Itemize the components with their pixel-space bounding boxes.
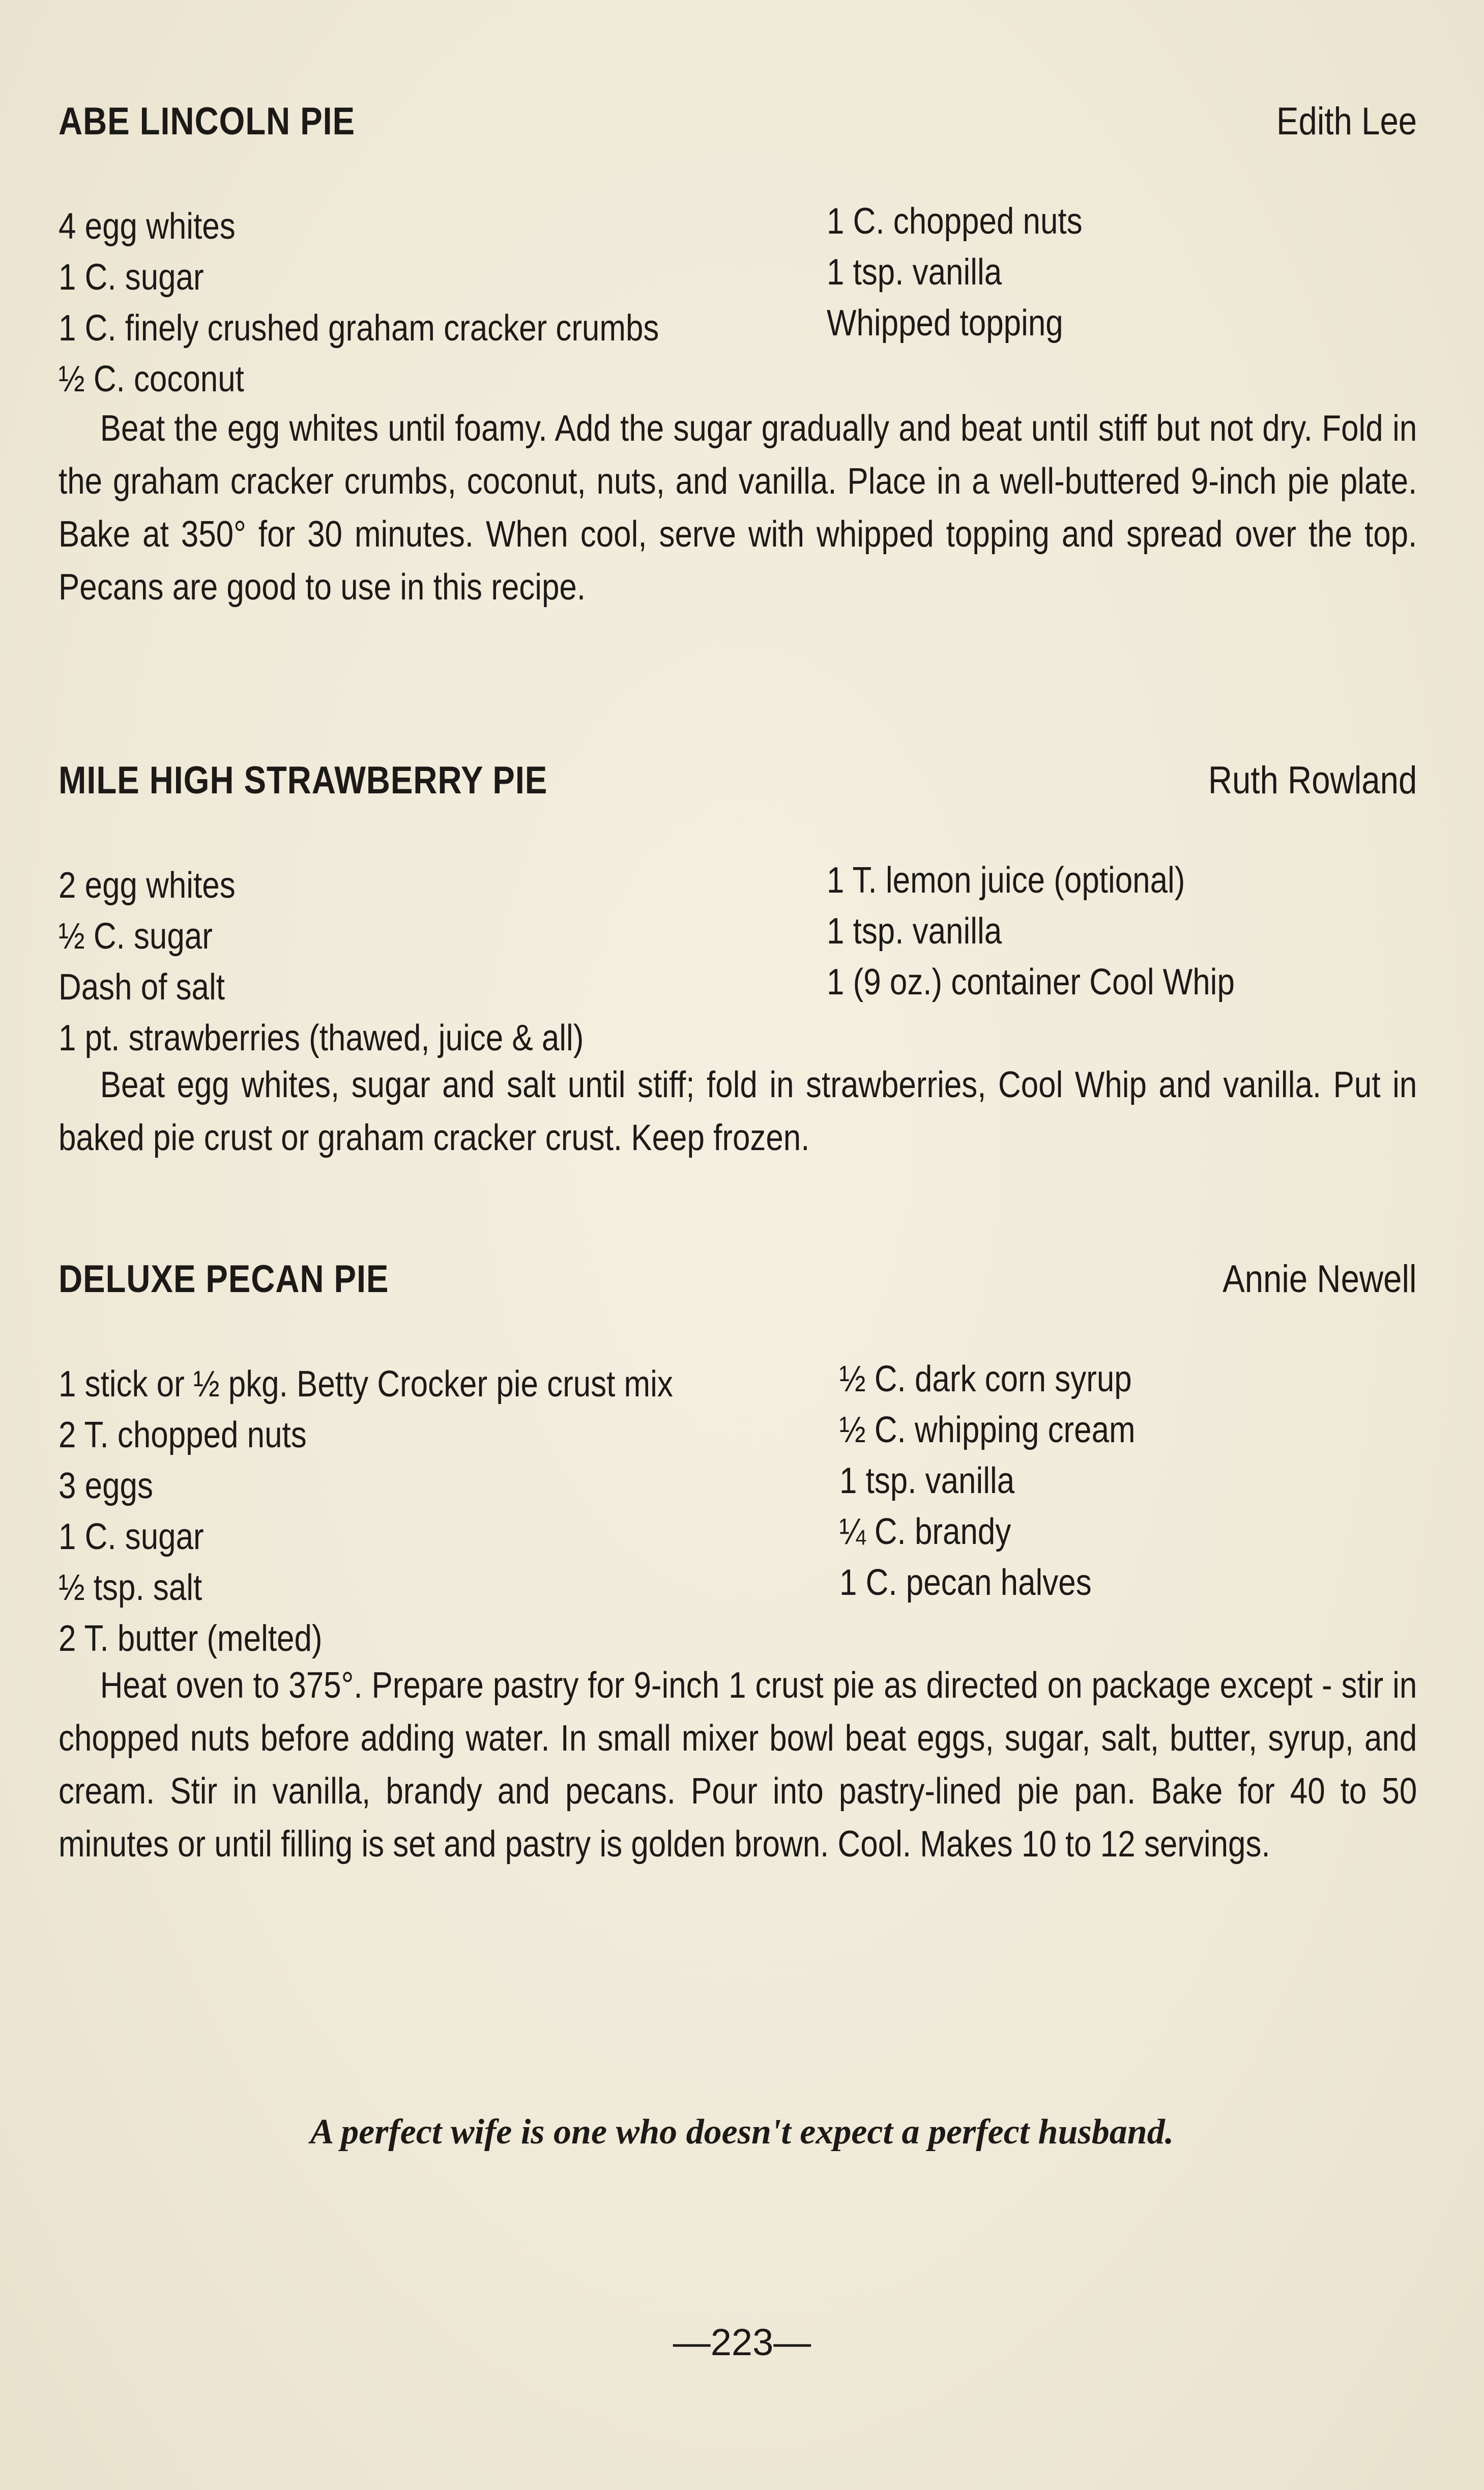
ingredient-item: Dash of salt bbox=[59, 967, 225, 1008]
recipe-deluxe-pecan-pie bbox=[59, 1257, 1417, 1924]
ingredient-item: 1 C. chopped nuts bbox=[827, 201, 1083, 242]
ingredient-item: ½ C. sugar bbox=[59, 916, 213, 957]
ingredient-item: ¼ C. brandy bbox=[839, 1511, 1011, 1552]
ingredient-item: ½ C. dark corn syrup bbox=[839, 1359, 1132, 1399]
ingredient-item: 1 tsp. vanilla bbox=[827, 911, 1002, 952]
ingredient-item: 1 C. finely crushed graham cracker crumbs bbox=[59, 308, 659, 349]
recipe-title: DELUXE PECAN PIE bbox=[59, 1257, 389, 1301]
ingredients-left bbox=[59, 860, 584, 1064]
ingredient-item: 1 C. sugar bbox=[59, 257, 204, 298]
recipe-author: Edith Lee bbox=[1276, 100, 1417, 143]
ingredient-item: 1 tsp. vanilla bbox=[839, 1461, 1015, 1501]
recipe-title: ABE LINCOLN PIE bbox=[59, 100, 356, 143]
ingredient-item: 1 pt. strawberries (thawed, juice & all) bbox=[59, 1018, 584, 1058]
ingredient-item: ½ C. whipping cream bbox=[839, 1410, 1136, 1450]
ingredient-item: 1 C. sugar bbox=[59, 1516, 204, 1557]
ingredient-item: 4 egg whites bbox=[59, 206, 236, 247]
recipe-directions: Heat oven to 375°. Prepare pastry for 9-inch 1 crust pie as directed on package except - stir in chopped nuts before adding water. In small mixer bowl beat eggs, sugar, salt, butter, syrup, and cream. Stir in vanilla, brandy and pecans. Pour into pastry-lined pie pan. Bake for 40 to 50 minutes or until filling is set and pastry is golden brown. Cool. Makes 10 to 12 servings. bbox=[59, 1665, 1417, 1865]
recipe-directions: Beat egg whites, sugar and salt until stiff; fold in strawberries, Cool Whip and vanilla. Put in baked pie crust or graham cracker crust. Keep frozen. bbox=[59, 1065, 1417, 1158]
ingredient-item: 2 T. butter (melted) bbox=[59, 1618, 323, 1659]
ingredient-item: 1 C. pecan halves bbox=[839, 1562, 1092, 1603]
ingredients-left bbox=[59, 201, 659, 405]
ingredient-item: 2 T. chopped nuts bbox=[59, 1415, 307, 1455]
recipe-directions: Beat the egg whites until foamy. Add the sugar gradually and beat until stiff but not dry. Fold in the graham cracker crumbs, coconut, nuts, and vanilla. Place in a well-buttered 9-inch pie plate. Bake at 350° for 30 minutes. When cool, serve with whipped topping and spread over the top. Pecans are good to use in this recipe. bbox=[59, 408, 1417, 608]
ingredient-item: Whipped topping bbox=[827, 303, 1063, 344]
recipe-author: Ruth Rowland bbox=[1208, 759, 1417, 802]
recipe-mile-high-strawberry-pie bbox=[59, 758, 1417, 1165]
ingredient-item: 2 egg whites bbox=[59, 865, 236, 906]
ingredient-item: ½ C. coconut bbox=[59, 359, 244, 399]
ingredient-item: 3 eggs bbox=[59, 1466, 153, 1506]
ingredient-item: ½ tsp. salt bbox=[59, 1567, 202, 1608]
ingredient-item: 1 (9 oz.) container Cool Whip bbox=[827, 962, 1235, 1003]
page-number: —223— bbox=[673, 2321, 811, 2363]
page-quote: A perfect wife is one who doesn't expect a perfect husband. bbox=[310, 2112, 1174, 2152]
recipe-title: MILE HIGH STRAWBERRY PIE bbox=[59, 759, 548, 802]
ingredient-item: 1 stick or ½ pkg. Betty Crocker pie crust mix bbox=[59, 1364, 673, 1405]
ingredients-right bbox=[827, 196, 1083, 349]
recipe-abe-lincoln-pie bbox=[59, 99, 1417, 669]
ingredient-item: 1 tsp. vanilla bbox=[827, 252, 1002, 293]
recipe-author: Annie Newell bbox=[1223, 1257, 1417, 1301]
ingredient-item: 1 T. lemon juice (optional) bbox=[827, 860, 1185, 901]
ingredients-left bbox=[59, 1359, 673, 1664]
ingredients-right bbox=[839, 1354, 1136, 1608]
ingredients-right bbox=[827, 855, 1235, 1008]
